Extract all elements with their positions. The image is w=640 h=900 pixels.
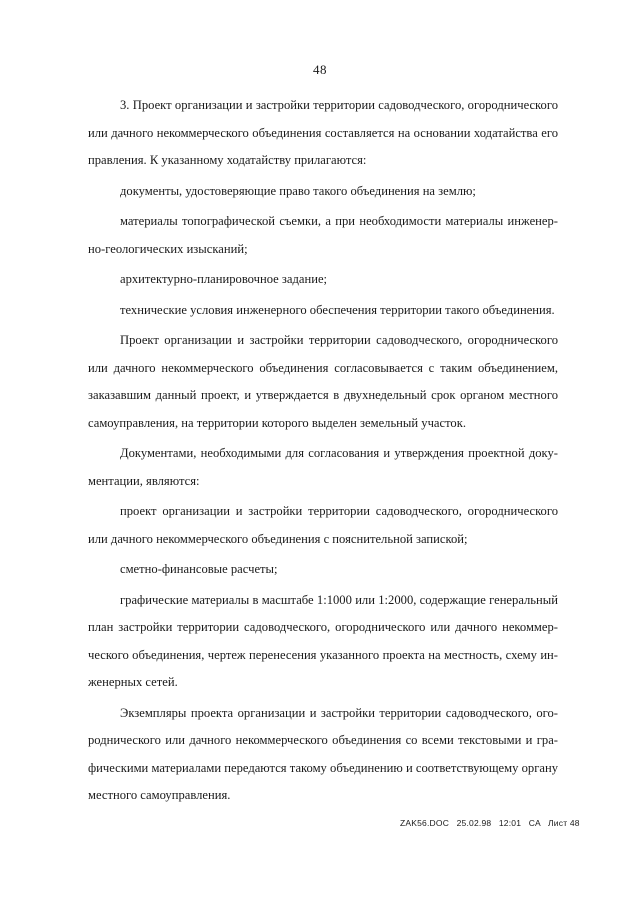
footer-initials: CA — [528, 818, 541, 828]
page-footer — [400, 818, 580, 828]
paragraph-list-item: сметно-финансовые расчеты; — [120, 562, 278, 576]
footer-filename: ZAK56.DOC — [400, 818, 450, 828]
footer-time: 12:01 — [498, 818, 522, 828]
document-body — [88, 92, 558, 810]
paragraph-list-item: проект организации и застройки территории садоводческого, огороднического или дачного некоммерческого объединения с пояснительной запиской; — [88, 504, 558, 546]
paragraph-copies: Экземпляры проекта организации и застройки территории садоводческого, огороднического или дачного некоммерческого объединения со всеми текстовыми и графическими материалами передаются такому объединению и соответствующему органу местного самоуправления. — [88, 705, 558, 802]
paragraph-approval: Проект организации и застройки территории садоводческого, огороднического или дачного некоммерческого объединения согласовывается с таким объединением, заказавшим данный проект, и утверждается в двухнедельный срок органом местного самоуправления, на территории которого выделен земельный участок. — [88, 333, 558, 430]
paragraph-clause-3: 3. Проект организации и застройки территории садоводческого, огороднического или дачного некоммерческого объединения составляется на основании ходатайства его правления. К указанному ходатайству прилагаются: — [88, 98, 558, 167]
paragraph-list-item: документы, удостоверяющие право такого объединения на землю; — [120, 183, 476, 198]
paragraph-list-item: материалы топографической съемки, а при необходимости материалы инженерно-геологических изысканий; — [88, 214, 558, 256]
footer-date: 25.02.98 — [456, 818, 492, 828]
page-number: 48 — [313, 62, 327, 77]
paragraph-documents-intro: Документами, необходимыми для согласования и утверждения проектной документации, являются: — [88, 446, 558, 488]
footer-sheet: Лист 48 — [548, 818, 580, 828]
paragraph-list-item: графические материалы в масштабе 1:1000 или 1:2000, содержащие генеральный план застройки территории садоводческого, огороднического или дачного некоммерческого объединения, чертеж перенесения указанного проекта на местность, схему инженерных сетей. — [88, 592, 558, 689]
paragraph-list-item: архитектурно-планировочное задание; — [120, 272, 328, 286]
paragraph-list-item: технические условия инженерного обеспечения территории такого объединения. — [120, 302, 555, 317]
